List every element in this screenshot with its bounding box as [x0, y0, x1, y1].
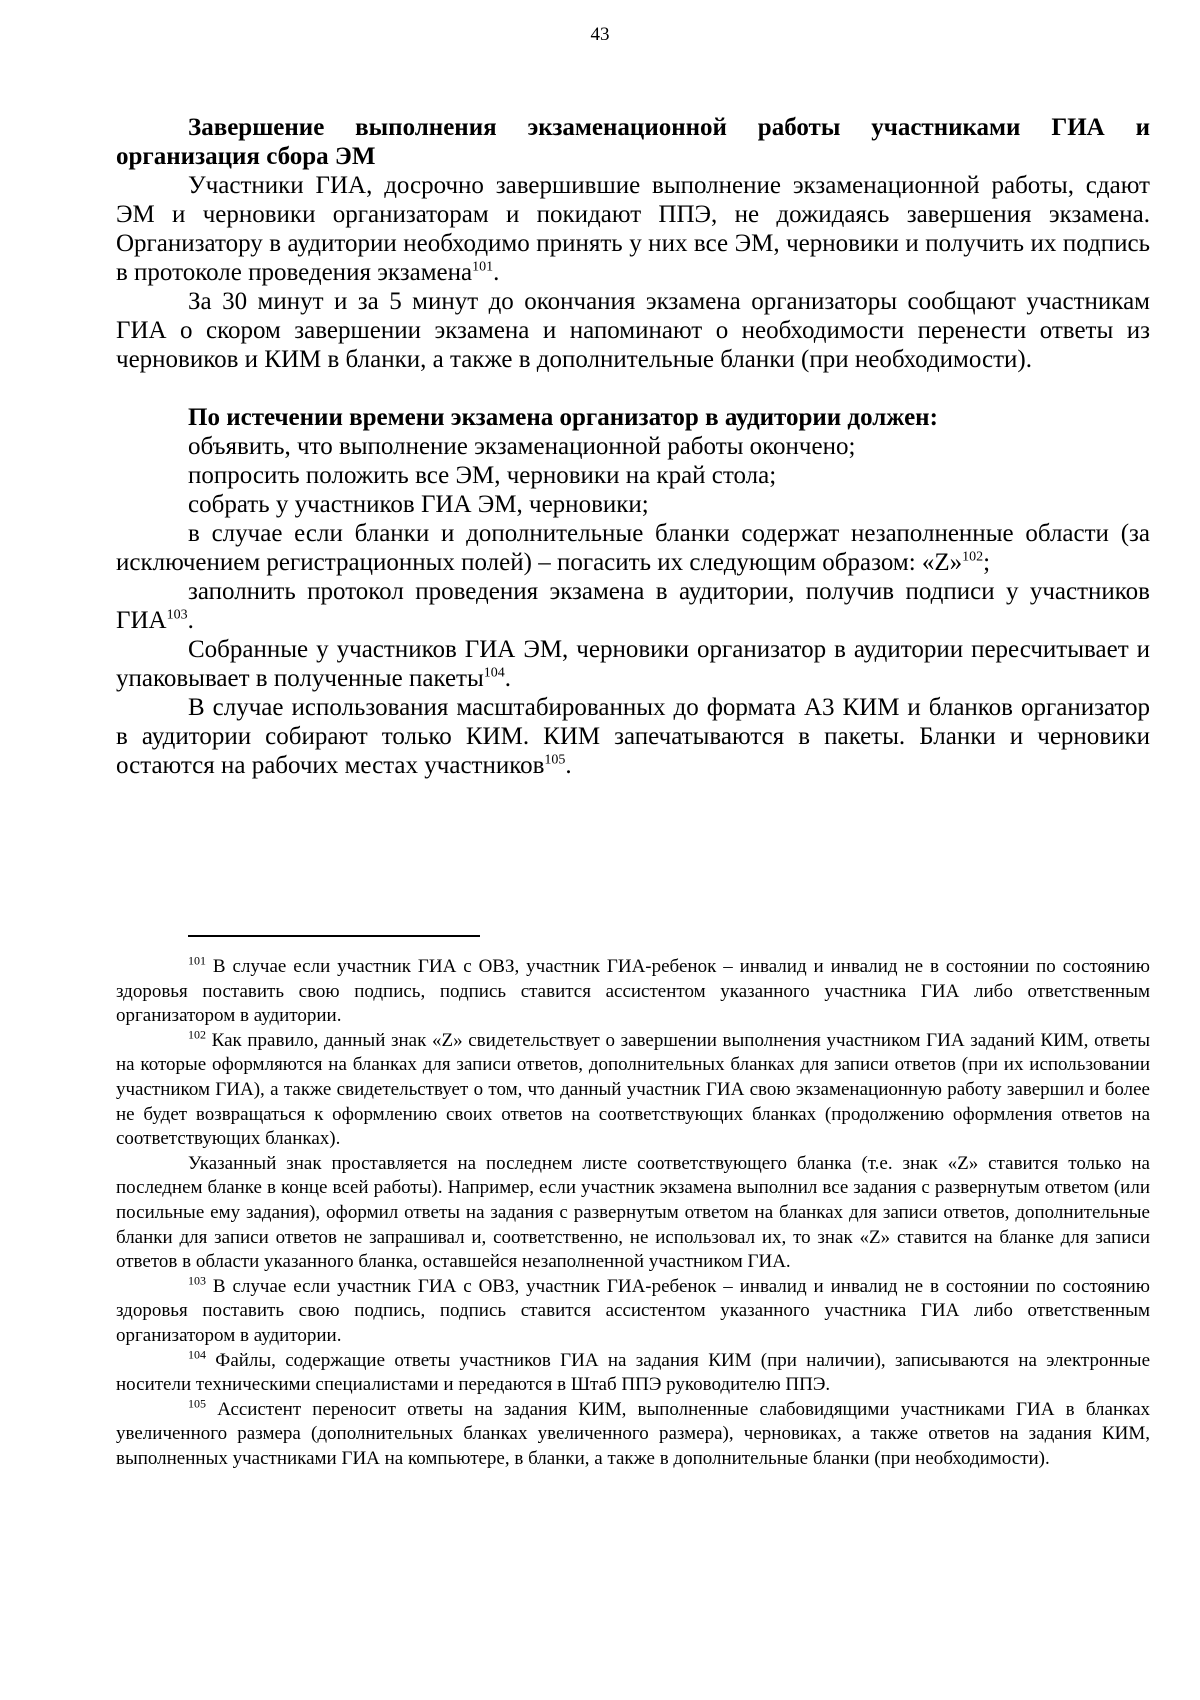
duty-item-collect: собрать у участников ГИА ЭМ, черновики;: [188, 491, 649, 518]
paragraph-end: .: [493, 259, 500, 286]
footnote-separator: [188, 935, 480, 937]
page-number: 43: [590, 24, 610, 45]
duty-item-z-mark: [116, 519, 1150, 577]
footnote-mark: 101: [188, 953, 206, 968]
footnote-text: В случае если участник ГИА с ОВЗ, участник ГИА-ребенок – инвалид и инвалид не в состоянии по состоянию здоровья поставить свою подпись, подпись ставится ассистентом указанного участника ГИА либо ответственным организатором в аудитории.: [116, 956, 1150, 1027]
paragraph-early-finish: [116, 171, 1150, 287]
footnote-101: [116, 955, 1150, 1029]
footnote-103: [116, 1275, 1150, 1349]
paragraph-end: .: [565, 752, 572, 779]
footnote-ref-101[interactable]: 101: [472, 259, 494, 275]
footnotes: [116, 955, 1150, 1471]
duty-item-put-aside: попросить положить все ЭМ, черновики на край стола;: [188, 462, 777, 489]
footnote-mark: 102: [188, 1027, 206, 1042]
paragraph-text: Участники ГИА, досрочно завершившие выполнение экзаменационной работы, сдают ЭМ и черновики организаторам и покидают ППЭ, не дожидаясь завершения экзамена. Организатору в аудитории необходимо принять у них все ЭМ, черновики и получить их подпись в протоколе проведения экзамена: [116, 172, 1150, 286]
paragraph-time-warning: За 30 минут и за 5 минут до окончания экзамена организаторы сообщают участникам ГИА о скором завершении экзамена и напоминают о необходимости перенести ответы из черновиков и КИМ в бланки, а также в дополнительные бланки (при необходимости).: [116, 288, 1150, 373]
paragraph-a3-format: [116, 693, 1150, 780]
footnote-text: В случае если участник ГИА с ОВЗ, участник ГИА-ребенок – инвалид и инвалид не в состоянии по состоянию здоровья поставить свою подпись, подпись ставится ассистентом указанного участника ГИА либо ответственным организатором в аудитории.: [116, 1275, 1150, 1346]
paragraph-text: В случае использования масштабированных до формата А3 КИМ и бланков организатор в аудитории собирают только КИМ. КИМ запечатываются в пакеты. Бланки и черновики остаются на рабочих местах участников: [116, 694, 1150, 779]
footnote-ref-105[interactable]: 105: [544, 752, 566, 768]
footnote-ref-103[interactable]: 103: [166, 607, 188, 623]
footnote-102-continuation: Указанный знак проставляется на последнем листе соответствующего бланка (т.е. знак «Z» ставится только на последнем бланке в конце всей работы). Например, если участник экзамена выполнил все задания с развернутым ответом (или посильные ему задания), оформил ответы на задания с развернутым ответом на бланках для записи ответов, дополнительные бланки для записи ответов не запрашивал и, соответственно, не использовал их, то знак «Z» ставится на бланке для записи ответов в области указанного бланка, оставшейся незаполненной участником ГИА.: [116, 1152, 1150, 1273]
footnote-mark: 105: [188, 1396, 206, 1411]
footnote-text: Ассистент переносит ответы на задания КИМ, выполненные слабовидящими участниками ГИА в бланках увеличенного размера (дополнительных бланках увеличенного размера), черновиках, а также ответов на задания КИМ, выполненных участниками ГИА на компьютере, в бланки, а также в дополнительные бланки (при необходимости).: [116, 1398, 1150, 1469]
footnote-ref-104[interactable]: 104: [483, 665, 505, 681]
main-text: [116, 113, 1150, 780]
footnote-text: Как правило, данный знак «Z» свидетельствует о завершении выполнения участником ГИА заданий КИМ, ответы на которые оформляются на бланках для записи ответов, дополнительных бланках для записи ответов (при их использовании участником ГИА), а также свидетельствует о том, что данный участник ГИА свою экзаменационную работу завершил и более не будет возвращаться к оформлению своих ответов на соответствующих бланках (продолжению оформления ответов на соответствующих бланках).: [116, 1029, 1150, 1150]
footnote-ref-102[interactable]: 102: [962, 549, 984, 565]
duty-item-protocol: [116, 577, 1150, 635]
duty-end: ;: [983, 549, 991, 576]
footnote-105: [116, 1398, 1150, 1472]
duty-end: .: [187, 607, 194, 634]
footnote-text: Файлы, содержащие ответы участников ГИА на задания КИМ (при наличии), записываются на электронные носители техническими специалистами и передаются в Штаб ППЭ руководителю ППЭ.: [116, 1349, 1150, 1396]
paragraph-text: Собранные у участников ГИА ЭМ, черновики организатор в аудитории пересчитывает и упаковывает в полученные пакеты: [116, 636, 1150, 692]
duty-text: заполнить протокол проведения экзамена в аудитории, получив подписи у участников ГИА: [116, 578, 1150, 634]
footnote-mark: 104: [188, 1347, 206, 1362]
footnote-104: [116, 1349, 1150, 1398]
duty-text: в случае если бланки и дополнительные бланки содержат незаполненные области (за исключением регистрационных полей) – погасить их следующим образом: «Z»: [116, 520, 1150, 576]
footnote-mark: 103: [188, 1273, 206, 1288]
paragraph-packing: [116, 635, 1150, 693]
section-heading-organizer-duties: По истечении времени экзамена организатор в аудитории должен:: [188, 404, 938, 431]
section-heading-completion: Завершение выполнения экзаменационной работы участниками ГИА и организация сбора ЭМ: [116, 114, 1150, 170]
paragraph-end: .: [504, 665, 512, 692]
footnote-102: [116, 1029, 1150, 1152]
duty-item-announce: объявить, что выполнение экзаменационной работы окончено;: [188, 433, 856, 460]
